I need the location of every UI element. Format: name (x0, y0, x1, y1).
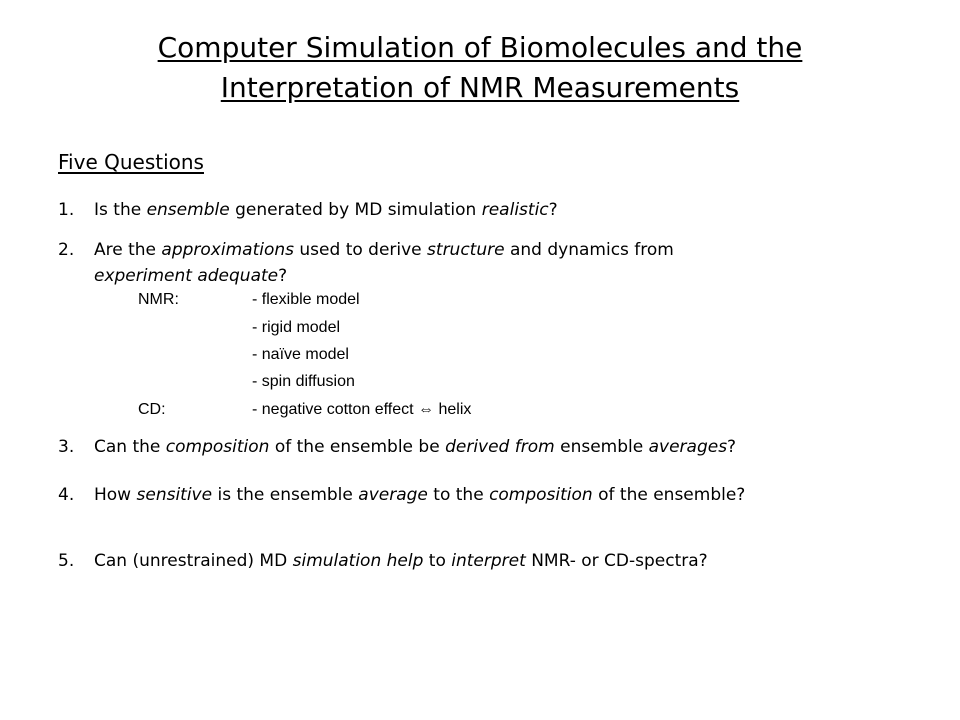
slide-title (0, 28, 960, 108)
method-value: - naïve model (252, 346, 349, 363)
method-label: NMR: (138, 291, 179, 308)
question-text: Can the composition of the ensemble be derived from ensemble averages? (94, 437, 737, 457)
question-number: 1. (58, 200, 75, 220)
question-1 (58, 197, 918, 223)
title-line-1: Computer Simulation of Biomolecules and the (157, 31, 803, 64)
question-number: 3. (58, 437, 75, 457)
question-4 (58, 482, 918, 508)
title-line-2: Interpretation of NMR Measurements (220, 71, 740, 104)
question-2 (58, 237, 918, 289)
question-number: 5. (58, 551, 75, 571)
question-text: Are the approximations used to derive structure and dynamics from experiment adequate? (94, 240, 674, 286)
question-number: 4. (58, 485, 75, 505)
question-text: Can (unrestrained) MD simulation help to interpret NMR- or CD-spectra? (94, 551, 708, 571)
question-number: 2. (58, 240, 75, 260)
section-heading: Five Questions (58, 150, 204, 174)
method-value: - negative cotton effect ⇔ helix (252, 401, 472, 418)
method-label: CD: (138, 401, 166, 418)
question-text: Is the ensemble generated by MD simulation realistic? (94, 200, 558, 220)
question-5 (58, 548, 918, 574)
method-value: - flexible model (252, 291, 360, 308)
question-text: How sensitive is the ensemble average to the composition of the ensemble? (94, 485, 746, 505)
method-value: - spin diffusion (252, 373, 355, 390)
method-value: - rigid model (252, 319, 341, 336)
question-3 (58, 434, 918, 460)
